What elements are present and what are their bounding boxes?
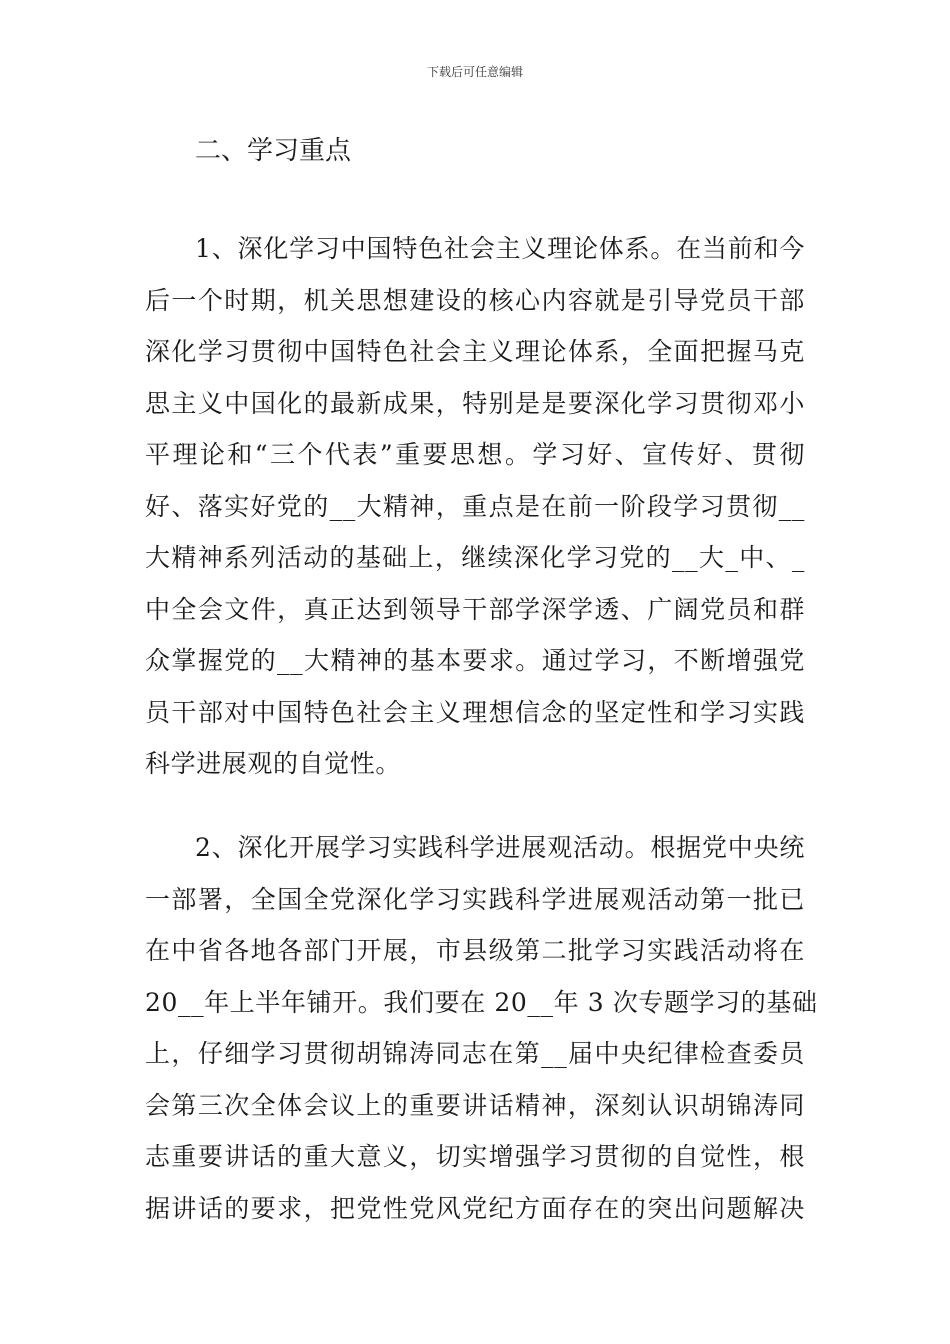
paragraph-line: 上，仔细学习贯彻胡锦涛同志在第__届中央纪律检查委员 [145,1039,805,1068]
paragraph-line: 20__年上半年铺开。我们要在 20__年 3 次专题学习的基础 [145,987,818,1017]
paragraph-practice-activity [145,822,818,1234]
paragraph-line: 平理论和“三个代表”重要思想。学习好、宣传好、贯彻 [145,440,805,469]
paragraph-line: 在中省各地各部门开展，市县级第二批学习实践活动将在 [145,936,805,965]
paragraph-line: 思主义中国化的最新成果，特别是是要深化学习贯彻邓小 [145,388,805,418]
paragraph-line: 志重要讲话的重大意义，切实增强学习贯彻的自觉性，根 [145,1142,805,1171]
section-heading: 二、学习重点 [195,136,352,166]
paragraph-line: 1、深化学习中国特色社会主义理论体系。在当前和今 [195,234,805,263]
paragraph-line: 员干部对中国特色社会主义理想信念的坚定性和学习实践 [145,697,805,727]
paragraph-line: 一部署，全国全党深化学习实践科学进展观活动第一批已 [145,884,805,914]
paragraph-study-theory-system [145,223,805,790]
paragraph-line: 深化学习贯彻中国特色社会主义理论体系，全面把握马克 [145,337,805,366]
paragraph-line: 据讲话的要求，把党性党风党纪方面存在的突出问题解决 [145,1193,805,1223]
paragraph-line: 大精神系列活动的基础上，继续深化学习党的__大_中、_ [145,543,805,572]
paragraph-line: 2、深化开展学习实践科学进展观活动。根据党中央统 [195,833,805,862]
page-header-note: 下载后可任意编辑 [426,65,523,79]
paragraph-line: 好、落实好党的__大精神，重点是在前一阶段学习贯彻__ [145,491,805,521]
paragraph-line: 会第三次全体会议上的重要讲话精神，深刻认识胡锦涛同 [145,1090,805,1120]
paragraph-line: 众掌握党的__大精神的基本要求。通过学习，不断增强党 [145,646,805,675]
paragraph-line: 中全会文件，真正达到领导干部学深学透、广阔党员和群 [145,594,805,624]
paragraph-line-last: 科学进展观的自觉性。 [145,749,402,778]
paragraph-line: 后一个时期，机关思想建设的核心内容就是引导党员干部 [145,285,805,315]
